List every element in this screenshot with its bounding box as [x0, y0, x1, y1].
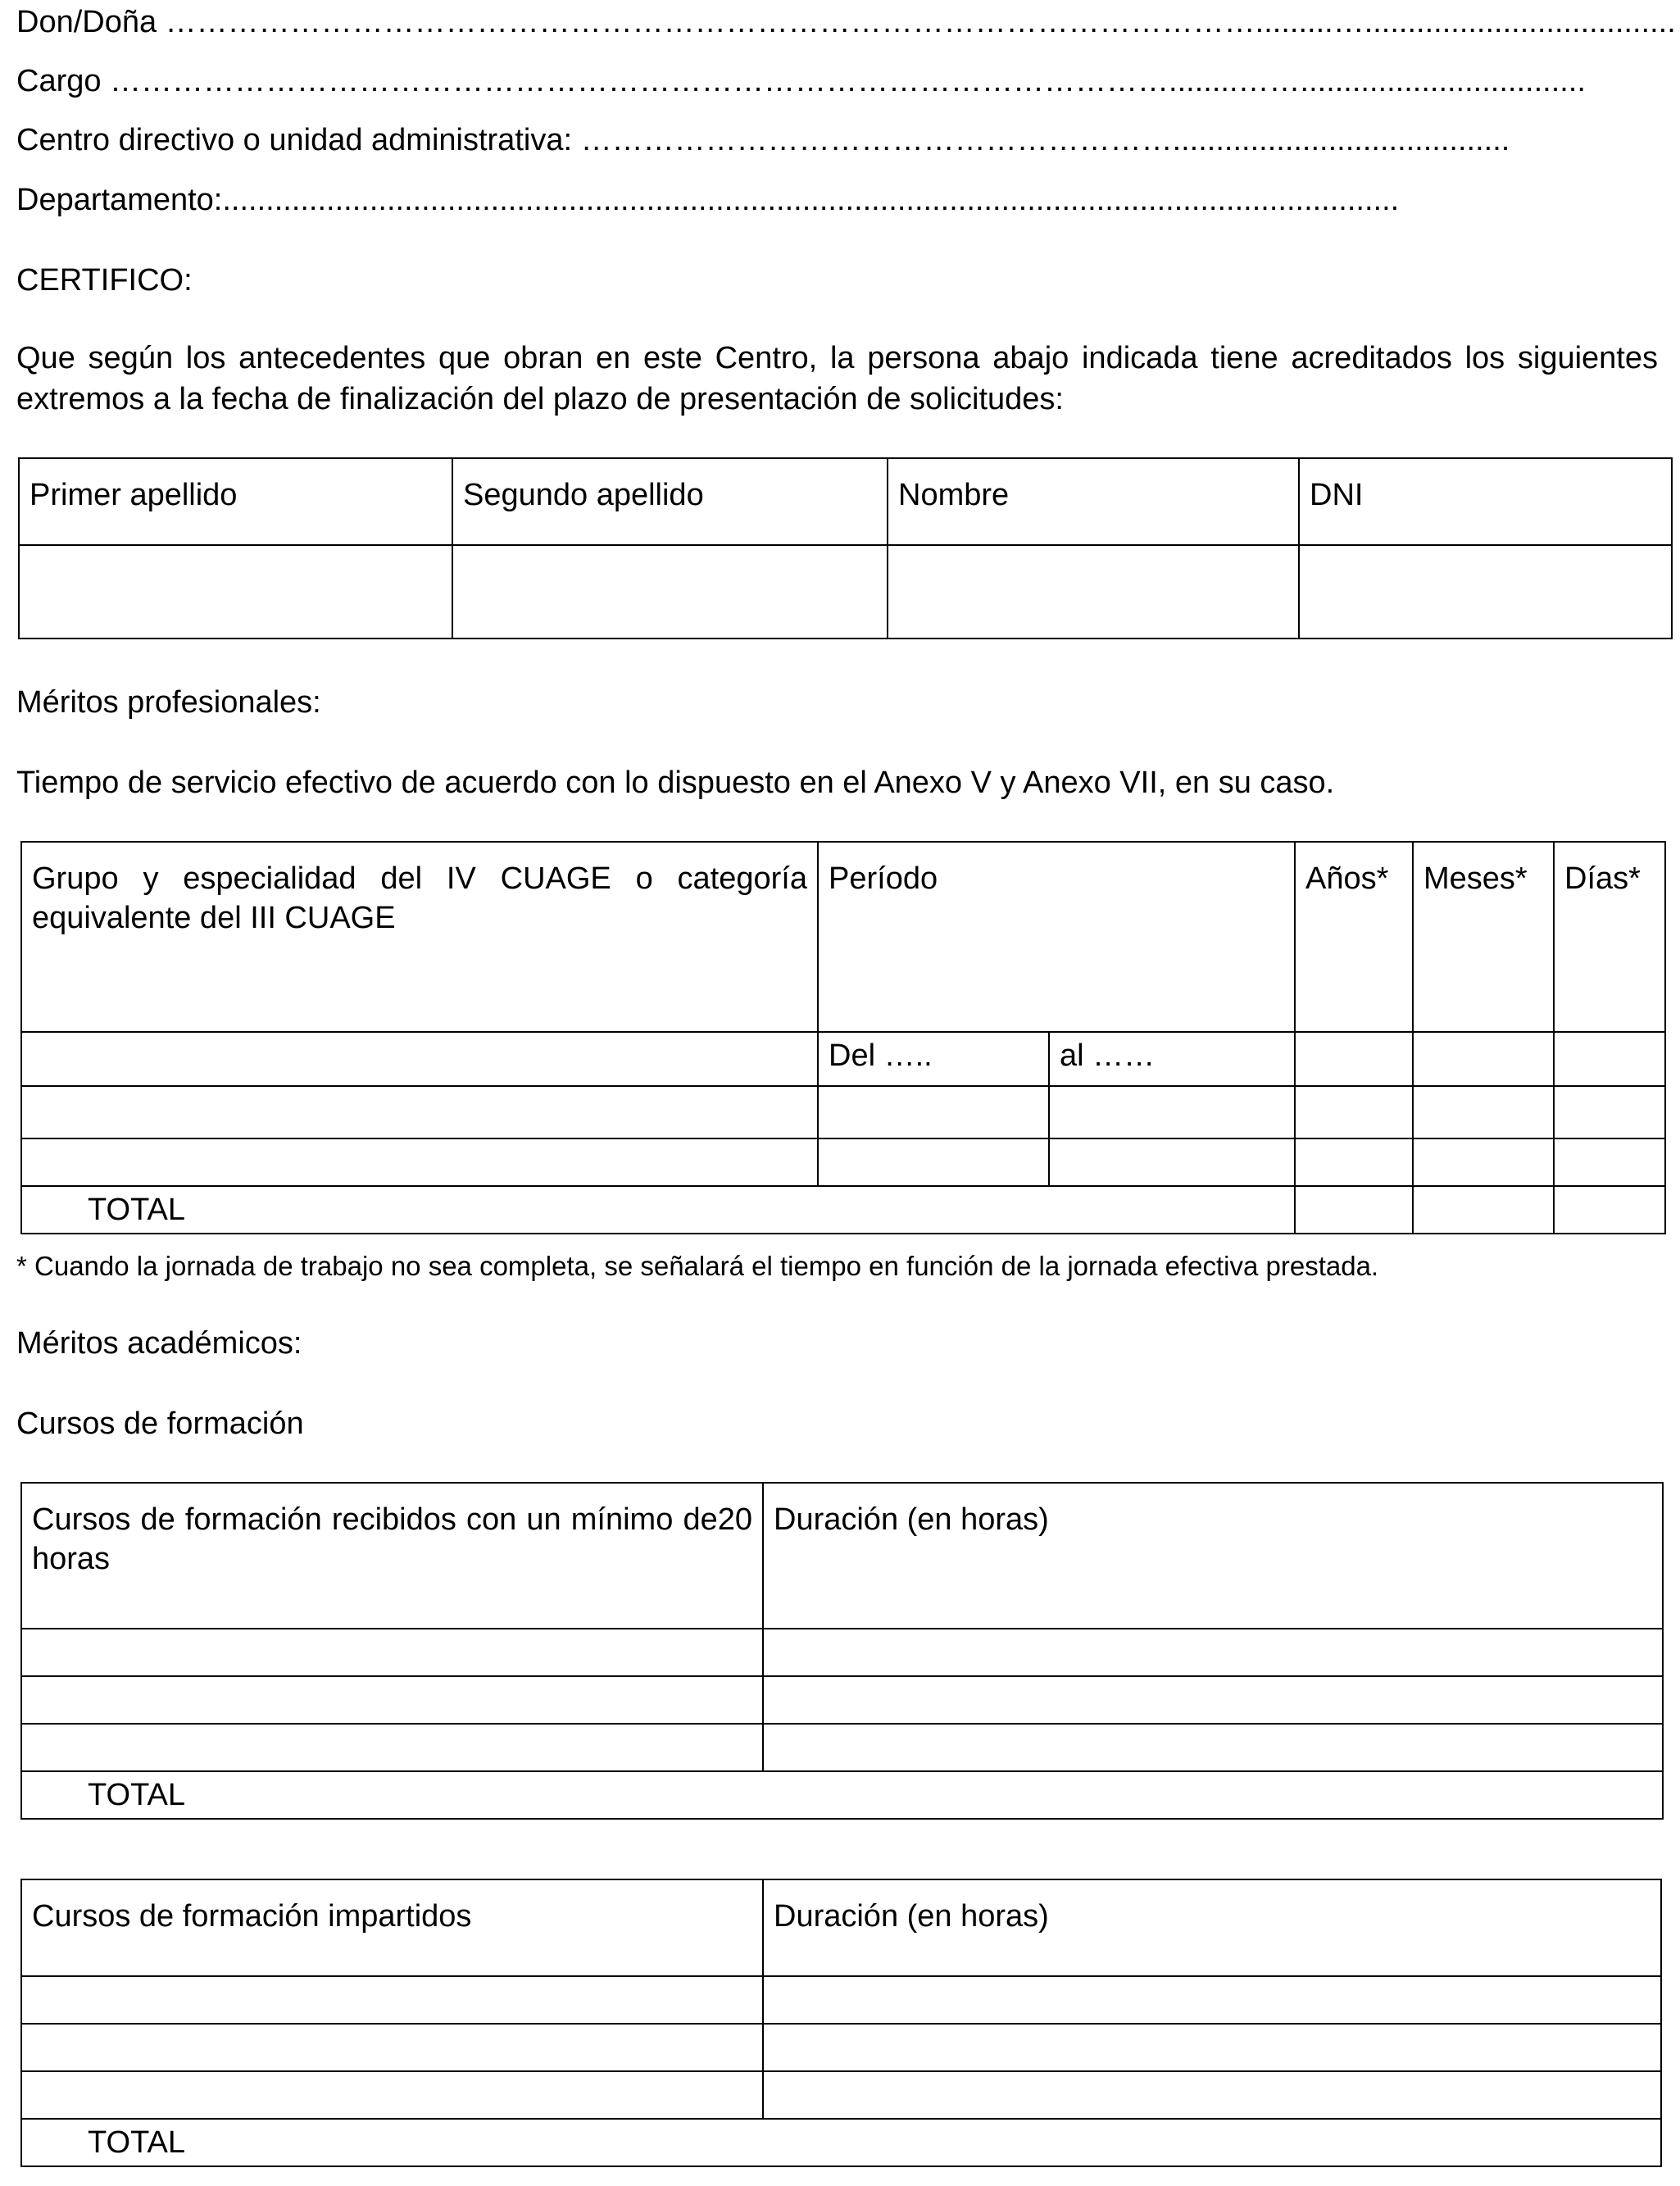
- duracion-cell[interactable]: [763, 2024, 1661, 2071]
- centro-directivo-field[interactable]: Centro directivo o unidad administrativa: ………………………………………………….......................................: [16, 123, 1510, 157]
- duracion-cell[interactable]: [763, 1724, 1663, 1771]
- dias-cell[interactable]: [1554, 1086, 1665, 1138]
- del-cell[interactable]: [818, 1086, 1049, 1138]
- segundo-apellido-cell[interactable]: [452, 545, 888, 639]
- cursos-impartidos-table: [20, 1879, 1662, 2167]
- grupo-cell[interactable]: [21, 1032, 818, 1086]
- nombre-cell[interactable]: [888, 545, 1299, 639]
- service-time-table: [20, 841, 1666, 1234]
- grupo-cell[interactable]: [21, 1138, 818, 1186]
- total-meses-cell[interactable]: [1413, 1186, 1554, 1234]
- al-cell[interactable]: al ……: [1049, 1032, 1295, 1086]
- curso-cell[interactable]: [21, 1976, 763, 2024]
- dias-cell[interactable]: [1554, 1138, 1665, 1186]
- total-label: TOTAL: [21, 1771, 1663, 1819]
- primer-apellido-cell[interactable]: [19, 545, 452, 639]
- meritos-academicos-heading: Méritos académicos:: [16, 1326, 302, 1361]
- header-anos: Años*: [1295, 842, 1413, 1032]
- duracion-cell[interactable]: [763, 2071, 1661, 2119]
- curso-cell[interactable]: [21, 1724, 763, 1771]
- del-cell[interactable]: Del …..: [818, 1032, 1049, 1086]
- cargo-field[interactable]: Cargo …………………………………………………………………………………………........…….................................: [16, 64, 1586, 98]
- al-cell[interactable]: [1049, 1086, 1295, 1138]
- header-nombre: Nombre: [888, 458, 1299, 545]
- duracion-cell[interactable]: [763, 1629, 1663, 1676]
- curso-cell[interactable]: [21, 1629, 763, 1676]
- duracion-cell[interactable]: [763, 1676, 1663, 1724]
- duracion-cell[interactable]: [763, 1976, 1661, 2024]
- header-dias: Días*: [1554, 842, 1665, 1032]
- header-grupo-especialidad: Grupo y especialidad del IV CUAGE o categoría equivalente del III CUAGE: [21, 842, 818, 1032]
- meses-cell[interactable]: [1413, 1032, 1554, 1086]
- curso-cell[interactable]: [21, 1676, 763, 1724]
- identity-table: [18, 457, 1673, 639]
- curso-cell[interactable]: [21, 2024, 763, 2071]
- meritos-profesionales-heading: Méritos profesionales:: [16, 685, 321, 720]
- departamento-field[interactable]: Departamento:........................................................................................................................................: [16, 183, 1400, 217]
- intro-paragraph: Que según los antecedentes que obran en este Centro, la persona abajo indicada tiene acreditados los siguientes extremos a la fecha de finalización del plazo de presentación de solicitudes:: [16, 341, 1658, 416]
- header-cursos-recibidos: Cursos de formación recibidos con un mínimo de20 horas: [21, 1483, 763, 1629]
- header-duracion: Duración (en horas): [763, 1879, 1661, 1976]
- anos-cell[interactable]: [1295, 1138, 1413, 1186]
- tiempo-servicio-text: Tiempo de servicio efectivo de acuerdo con lo dispuesto en el Anexo V y Anexo VII, en su caso.: [16, 766, 1335, 800]
- meses-cell[interactable]: [1413, 1138, 1554, 1186]
- curso-cell[interactable]: [21, 2071, 763, 2119]
- header-dni: DNI: [1299, 458, 1672, 545]
- header-duracion: Duración (en horas): [763, 1483, 1663, 1629]
- cursos-recibidos-table: [20, 1482, 1664, 1820]
- header-cursos-impartidos: Cursos de formación impartidos: [21, 1879, 763, 1976]
- anos-cell[interactable]: [1295, 1032, 1413, 1086]
- dias-cell[interactable]: [1554, 1032, 1665, 1086]
- al-cell[interactable]: [1049, 1138, 1295, 1186]
- total-dias-cell[interactable]: [1554, 1186, 1665, 1234]
- meses-cell[interactable]: [1413, 1086, 1554, 1138]
- total-label: TOTAL: [21, 1186, 1295, 1234]
- del-cell[interactable]: [818, 1138, 1049, 1186]
- total-anos-cell[interactable]: [1295, 1186, 1413, 1234]
- header-primer-apellido: Primer apellido: [19, 458, 452, 545]
- anos-cell[interactable]: [1295, 1086, 1413, 1138]
- total-label: TOTAL: [21, 2119, 1661, 2166]
- cursos-formacion-heading: Cursos de formación: [16, 1407, 304, 1441]
- certifico-heading: CERTIFICO:: [16, 263, 193, 298]
- dni-cell[interactable]: [1299, 545, 1672, 639]
- header-periodo: Período: [818, 842, 1295, 1032]
- header-segundo-apellido: Segundo apellido: [452, 458, 888, 545]
- footnote: * Cuando la jornada de trabajo no sea completa, se señalará el tiempo en función de la jornada efectiva prestada.: [16, 1251, 1379, 1281]
- header-meses: Meses*: [1413, 842, 1554, 1032]
- don-dona-field[interactable]: Don/Doña …………………………………………………………………………………………….........…....................................: [16, 5, 1676, 39]
- grupo-cell[interactable]: [21, 1086, 818, 1138]
